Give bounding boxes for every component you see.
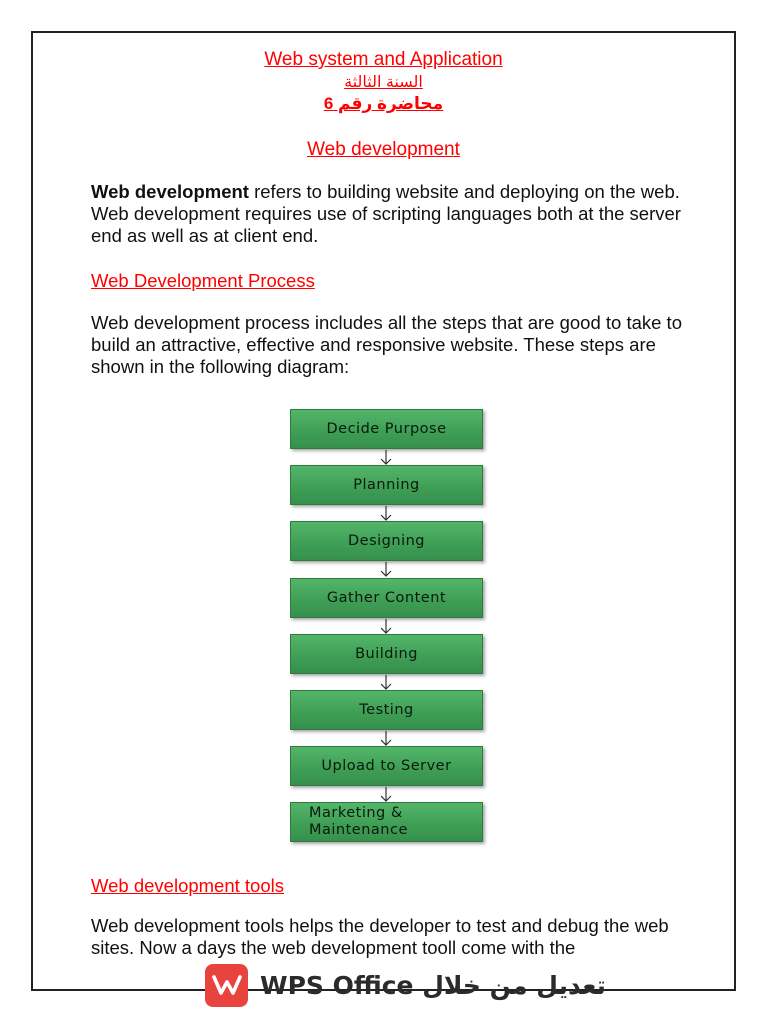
intro-text: refers to building website and deploying on the web. Web development requires use of scripting languages both at the server end as well as at client end. xyxy=(91,181,681,246)
document-page xyxy=(31,31,736,989)
step-testing: Testing xyxy=(290,690,483,730)
process-diagram xyxy=(33,33,736,989)
wps-logo-icon xyxy=(205,964,248,1007)
step-planning: Planning xyxy=(290,465,483,505)
arrow-down-icon xyxy=(380,675,392,691)
step-line: Maintenance xyxy=(309,822,408,838)
process-heading: Web Development Process xyxy=(91,270,315,291)
step-building: Building xyxy=(290,634,483,674)
process-paragraph: Web development process includes all the steps that are good to take to build an attractive, effective and responsive website. These steps are shown in the following diagram: xyxy=(91,312,682,377)
step-marketing-maintenance xyxy=(290,802,483,842)
arrow-down-icon xyxy=(380,619,392,635)
arrow-down-icon xyxy=(380,787,392,803)
year-label: السنة الثالثة xyxy=(344,74,423,91)
tools-heading: Web development tools xyxy=(91,875,284,896)
lecture-label: محاضرة رقم 6 xyxy=(323,94,444,113)
arrow-down-icon xyxy=(380,450,392,466)
watermark-text: تعديل من خلال WPS Office xyxy=(260,970,606,1000)
wps-watermark xyxy=(205,963,606,1007)
step-upload-to-server: Upload to Server xyxy=(290,746,483,786)
document-title: Web system and Application xyxy=(264,49,503,70)
step-line: Marketing & xyxy=(309,805,403,821)
section-title: Web development xyxy=(307,139,460,160)
step-designing: Designing xyxy=(290,521,483,561)
arrow-down-icon xyxy=(380,562,392,578)
intro-term: Web development xyxy=(91,181,249,202)
arrow-down-icon xyxy=(380,506,392,522)
step-decide-purpose: Decide Purpose xyxy=(290,409,483,449)
arrow-down-icon xyxy=(380,731,392,747)
tools-paragraph: Web development tools helps the developer to test and debug the web sites. Now a days the web development tooll come with the xyxy=(91,915,669,958)
step-gather-content: Gather Content xyxy=(290,578,483,618)
